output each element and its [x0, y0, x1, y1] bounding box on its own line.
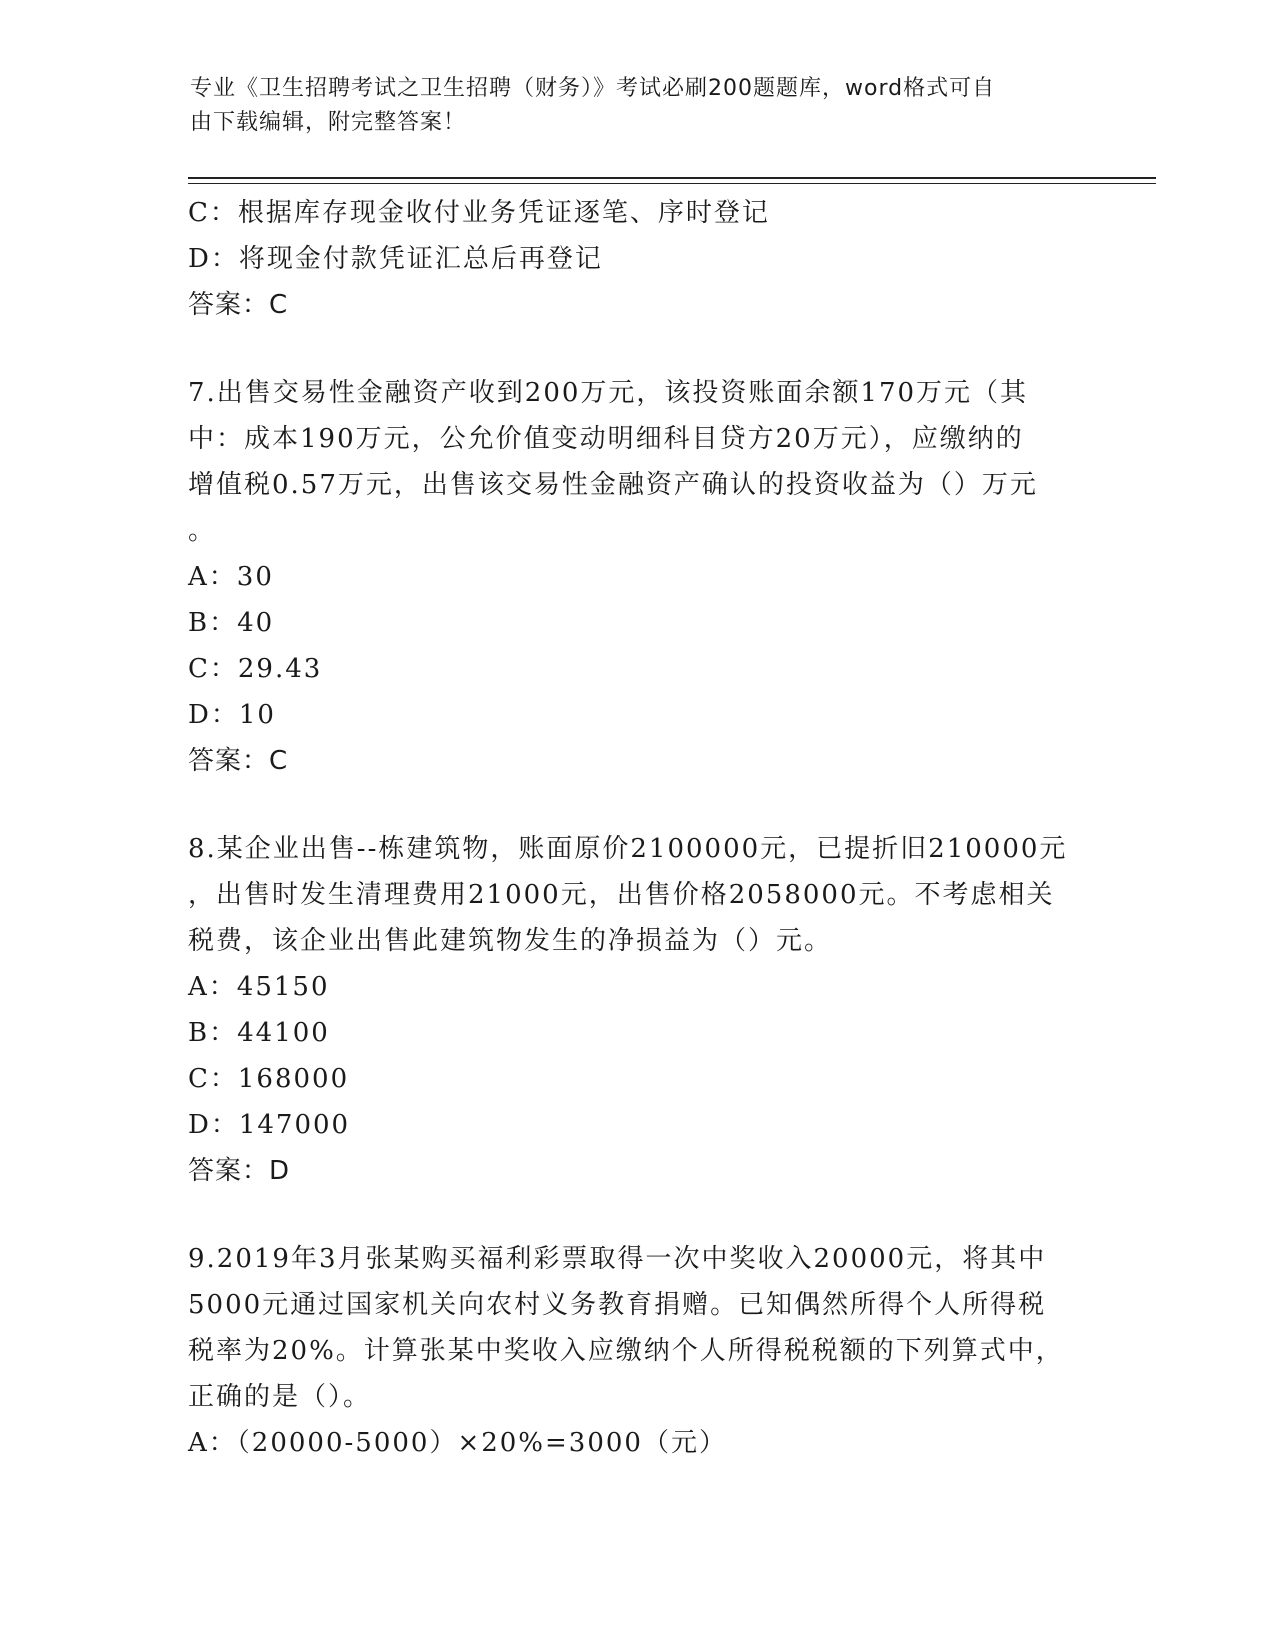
question-spacer	[188, 1194, 1088, 1236]
option-a: A：（20000-5000）×20%=3000（元）	[188, 1428, 727, 1458]
question-stem-line: 8.某企业出售--栋建筑物，账面原价2100000元，已提折旧210000元	[188, 834, 1068, 864]
question-6	[188, 190, 1088, 328]
option-a: A：30	[188, 562, 274, 592]
question-stem-line: 中：成本190万元，公允价值变动明细科目贷方20万元），应缴纳的	[188, 424, 1024, 454]
option-d: D：147000	[188, 1110, 351, 1140]
option-c: C：168000	[188, 1064, 350, 1094]
option-a: A：45150	[188, 972, 330, 1002]
answer-line: 答案：C	[188, 746, 289, 776]
option-b: B：44100	[188, 1018, 330, 1048]
header-divider-thick	[188, 177, 1156, 179]
option-d: D：将现金付款凭证汇总后再登记	[188, 244, 603, 274]
question-stem-line: 税率为20%。计算张某中奖收入应缴纳个人所得税税额的下列算式中，	[188, 1336, 1064, 1366]
question-stem-line: 7.出售交易性金融资产收到200万元，该投资账面余额170万元（其	[188, 378, 1029, 408]
header-divider-thin	[188, 183, 1156, 184]
question-spacer	[188, 784, 1088, 826]
question-stem-line: ，出售时发生清理费用21000元，出售价格2058000元。不考虑相关	[188, 880, 1055, 910]
document-header	[190, 72, 1070, 140]
question-stem-line: 5000元通过国家机关向农村义务教育捐赠。已知偶然所得个人所得税	[188, 1290, 1047, 1320]
question-stem-line: 正确的是（）。	[188, 1382, 372, 1412]
question-stem-line: 9.2019年3月张某购买福利彩票取得一次中奖收入20000元，将其中	[188, 1244, 1047, 1274]
answer-line: 答案：C	[188, 290, 289, 320]
option-c: C：29.43	[188, 654, 323, 684]
option-c: C：根据库存现金收付业务凭证逐笔、序时登记	[188, 198, 770, 228]
document-body	[188, 190, 1088, 1466]
question-9	[188, 1236, 1088, 1466]
option-b: B：40	[188, 608, 275, 638]
question-stem-line: 增值税0.57万元，出售该交易性金融资产确认的投资收益为（）万元	[188, 470, 1038, 500]
question-8	[188, 826, 1088, 1194]
option-d: D：10	[188, 700, 276, 730]
question-stem-line: 税费，该企业出售此建筑物发生的净损益为（）元。	[188, 926, 833, 956]
header-line-2: 由下载编辑，附完整答案！	[190, 110, 467, 135]
answer-line: 答案：D	[188, 1156, 291, 1186]
question-7	[188, 370, 1088, 784]
question-spacer	[188, 328, 1088, 370]
question-stem-line: 。	[188, 516, 217, 546]
header-line-1: 专业《卫生招聘考试之卫生招聘（财务）》考试必刷200题题库，word格式可自	[190, 76, 996, 101]
